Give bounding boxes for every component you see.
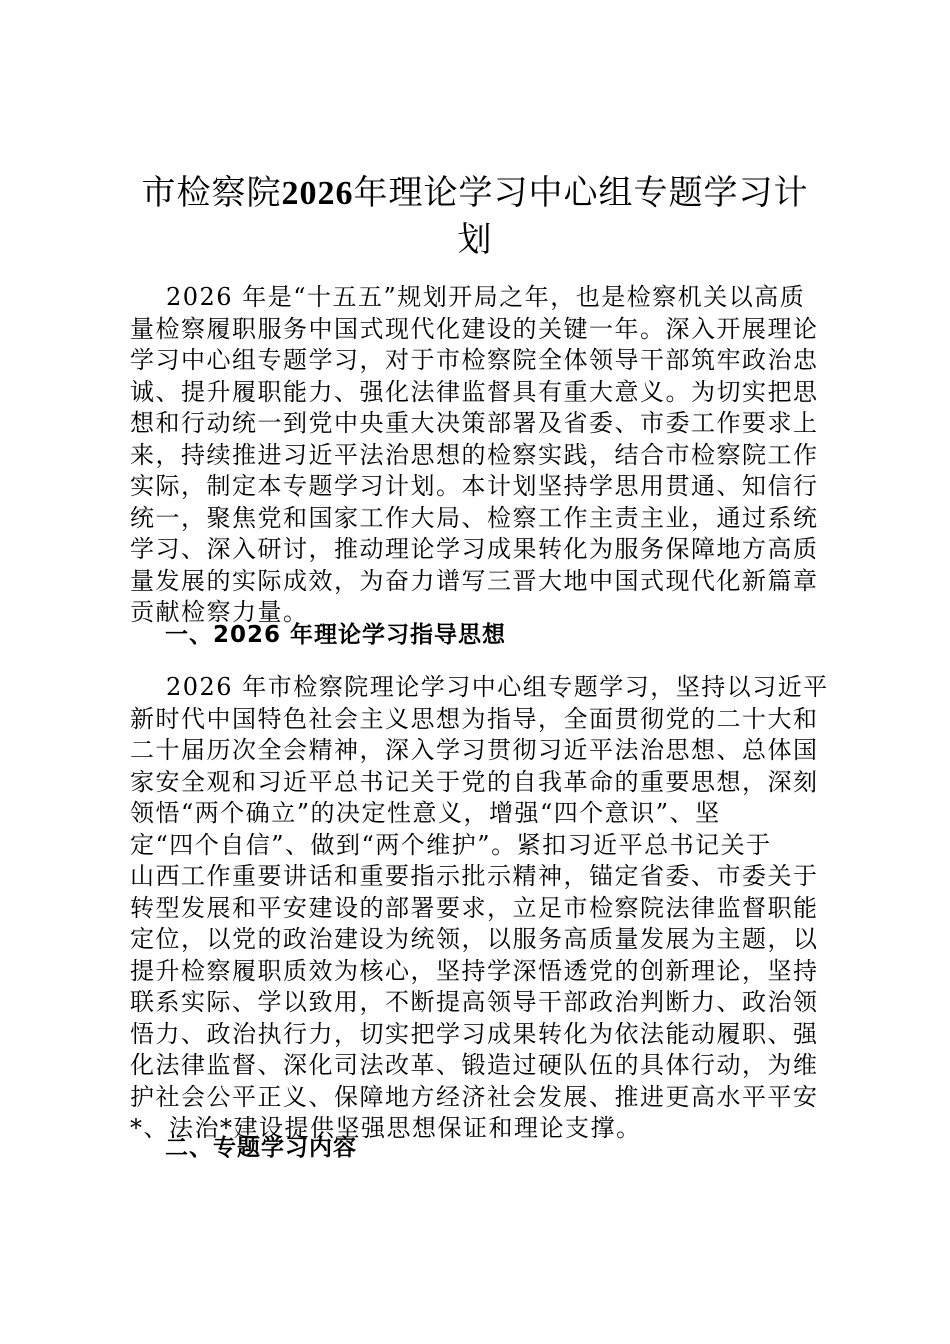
intro-line: 贡献检察力量。 [130, 598, 309, 626]
intro-line: 诚、提升履职能力、强化法律监督具有重大意义。为切实把思 [130, 377, 819, 406]
title-part2: 年理论学习中心组专题学习计 [353, 173, 809, 213]
section1-line: 领悟“两个确立”的决定性意义，增强“四个意识”、坚 [130, 799, 721, 827]
section1-line: 定位，以党的政治建设为统领，以服务高质量发展为主题，以 [130, 925, 819, 953]
title-line2: 划 [457, 220, 493, 260]
section1-line: 定“四个自信”、做到“两个维护”。紧扣习近平总书记关于 [130, 830, 772, 859]
section1-line: 2026 年市检察院理论学习中心组专题学习，坚持以习近平 [166, 673, 829, 701]
section1-line: 化法律监督、深化司法改革、锻造过硬队伍的具体行动，为维 [130, 1051, 819, 1079]
section1-paragraph [130, 672, 830, 1145]
section1-heading: 一、2026 年理论学习指导思想 [165, 622, 507, 648]
intro-line: 来，持续推进习近平法治思想的检察实践，结合市检察院工作 [130, 440, 819, 469]
section1-line: 新时代中国特色社会主义思想为指导，全面贯彻党的二十大和 [130, 704, 819, 733]
section1-line: 二十届历次全会精神，深入学习贯彻习近平法治思想、总体国 [130, 736, 819, 764]
intro-line: 统一，聚焦党和国家工作大局、检察工作主责主业，通过系统 [130, 503, 819, 532]
title-part1: 市检察院 [141, 173, 282, 213]
section1-line: *、法治*建设提供坚强思想保证和理论支撑。 [130, 1114, 642, 1142]
section1-line: 家安全观和习近平总书记关于党的自我革命的重要思想，深刻 [130, 767, 819, 796]
document-title [120, 170, 830, 263]
section1-line: 联系实际、学以致用，不断提高领导干部政治判断力、政治领 [130, 988, 819, 1016]
intro-line: 量检察履职服务中国式现代化建设的关键一年。深入开展理论 [130, 314, 819, 343]
intro-line: 量发展的实际成效，为奋力谱写三晋大地中国式现代化新篇章 [130, 566, 819, 595]
section1-line: 护社会公平正义、保障地方经济社会发展、推进更高水平平安 [130, 1082, 819, 1111]
intro-line: 2026 年是“十五五”规划开局之年，也是检察机关以高质 [166, 283, 806, 311]
intro-line: 想和行动统一到党中央重大决策部署及省委、市委工作要求上 [130, 409, 819, 437]
section2-heading: 二、专题学习内容 [165, 1135, 357, 1161]
intro-line: 学习中心组专题学习，对于市检察院全体领导干部筑牢政治忠 [130, 346, 819, 374]
section1-line: 山西工作重要讲话和重要指示批示精神，锚定省委、市委关于 [130, 862, 819, 890]
intro-line: 学习、深入研讨，推动理论学习成果转化为服务保障地方高质 [130, 535, 819, 563]
section1-line: 转型发展和平安建设的部署要求，立足市检察院法律监督职能 [130, 893, 819, 922]
section1-line: 提升检察履职质效为核心，坚持学深悟透党的创新理论，坚持 [130, 956, 819, 985]
title-year: 2026 [281, 175, 354, 212]
section1-line: 悟力、政治执行力，切实把学习成果转化为依法能动履职、强 [130, 1019, 819, 1048]
intro-line: 实际，制定本专题学习计划。本计划坚持学思用贯通、知信行 [130, 472, 819, 500]
intro-paragraph [130, 282, 830, 629]
